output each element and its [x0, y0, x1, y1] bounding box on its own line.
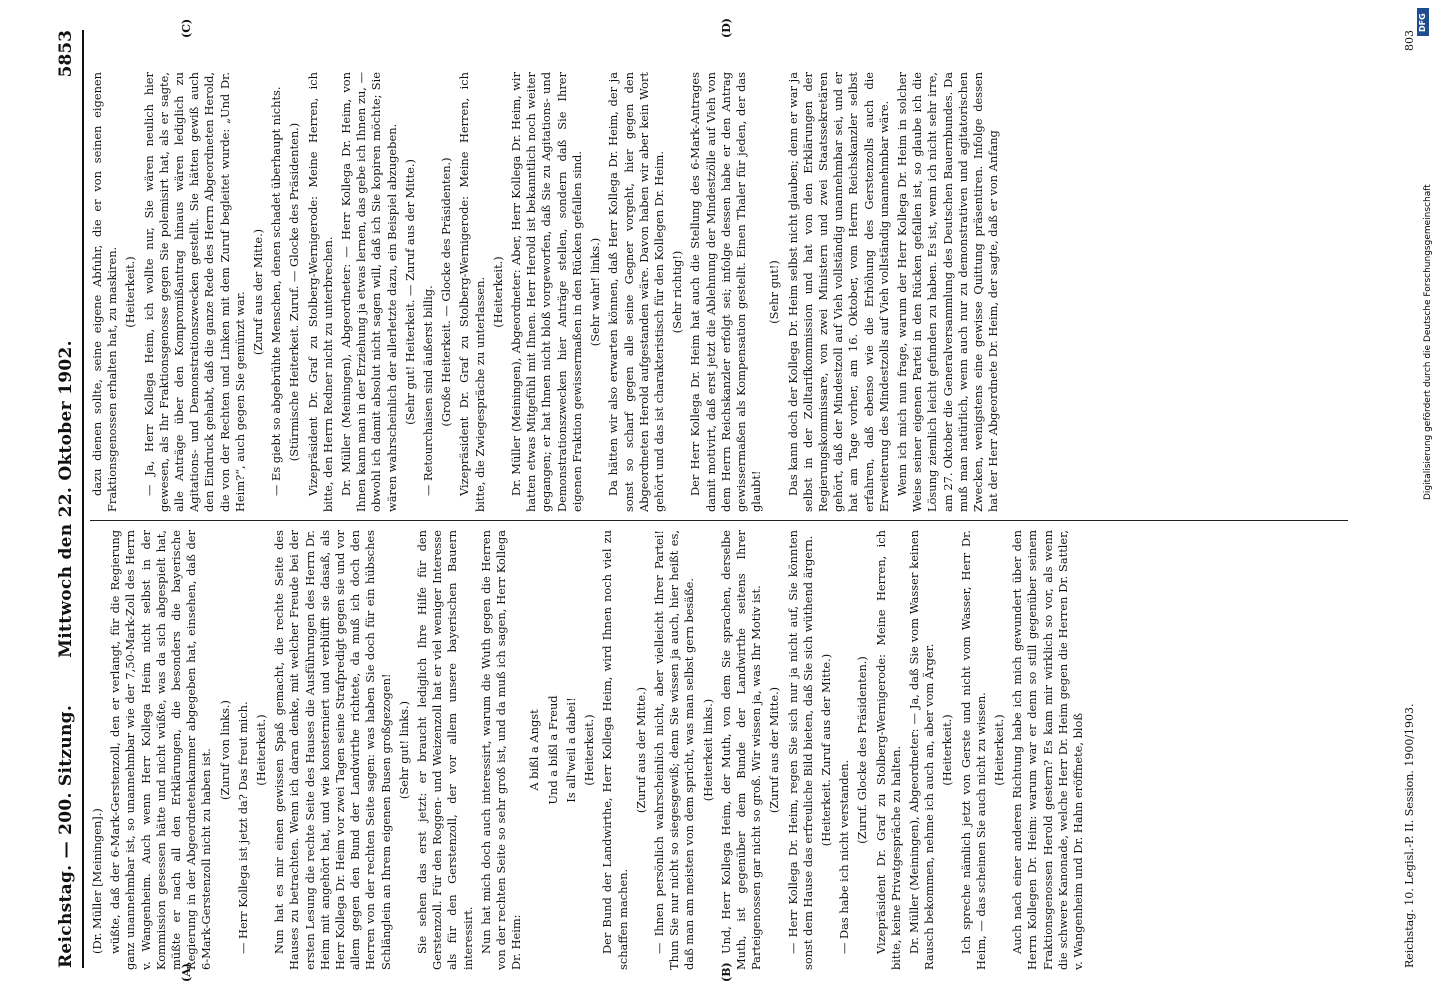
- paragraph: Nun hat mich doch auch interessirt, warum die Wuth gegen die Herren von der rechten Seite so sehr groß ist, und da muß ich sagen, Herr Kollega Dr. Heim:: [478, 530, 524, 970]
- paragraph: Der Bund der Landwirthe, Herr Kollega Heim, wird Ihnen noch viel zu schaffen machen.: [600, 530, 630, 970]
- paragraph: — Herr Kollega Dr. Heim, regen Sie sich nur ja nicht auf, Sie könnten sonst dem Hause das erfreuliche Bild bieten, daß Sie sich wüthend ärgern.: [785, 530, 815, 970]
- paragraph: Dr. Müller (Meiningen), Abgeordneter: Aber, Herr Kollega Dr. Heim, wir hatten etwas Mitgefühl mit Ihnen. Herr Herold ist bekanntlich noch weiter gegangen; er hat Ihnen nicht bloß vorgeworfen, daß Sie zu Agitations- und Demonstrationszwecken hier Anträge stellen, sondern daß Sie Ihrer eigenen Fraktion gewissermaßen in den Rücken gefallen sind.: [509, 72, 584, 512]
- stage-direction: (Sehr richtig!): [670, 250, 685, 334]
- paragraph: dazu dienen sollte, seine eigene Abfuhr, die er von seinen eigenen Fraktionsgenossen erhalten hat, zu maskiren.: [90, 72, 120, 512]
- right-column: [90, 72, 1408, 512]
- paragraph: Vizepräsident Dr. Graf zu Stolberg-Wernigerode: Meine Herren, ich bitte, keine Privatgespräche zu halten.: [873, 530, 903, 970]
- dfg-logo-text: DFG: [1418, 13, 1427, 32]
- stage-direction: (Zuruf von links.): [217, 700, 232, 800]
- stage-direction: (Heiterkeit.): [123, 256, 138, 328]
- margin-marker-c: (C): [180, 18, 193, 38]
- paragraph: Dr. Müller (Meiningen), Abgeordneter: — Ja, daß Sie vom Wasser keinen Rausch bekommen, nehme ich auch an, aber vom Ärger.: [906, 530, 937, 970]
- stage-direction: (Große Heiterkeit. — Glocke des Präsidenten.): [439, 157, 454, 427]
- header-date: Mittwoch den 22. Oktober 1902.: [56, 340, 76, 658]
- margin-marker-b: (B): [720, 962, 733, 982]
- stage-direction: (Sehr wahr! links.): [588, 237, 603, 347]
- paragraph: (Dr. Müller [Meiningen].): [90, 808, 104, 954]
- paragraph: Da hätten wir also erwarten können, daß Herr Kollega Dr. Heim, der ja sonst so scharf gegen alle seine Gegner vorgeht, hier gegen den Abgeordneten Herold aufgestanden wäre. Davon haben wir aber kein Wort gehört und das ist charakteristisch für den Kollegen Dr. Heim.: [606, 72, 666, 512]
- paragraph: Wenn ich mich nun frage, warum der Herr Kollega Dr. Heim in solcher Weise seiner eigenen Partei in den Rücken gefallen ist, so glaube ich die Lösung ziemlich leicht gefunden zu haben. Es ist, wenn ich nicht sehr irre, am 27. Oktober die Generalversammlung des Deutschen Bauernbundes. Da muß man natürlich, wenn auch nur zu demonstrativen und agitatorischen Zwecken, wenigstens eine gewisse Quittung präsentiren. Infolge dessen hat der Herr Abgeordnete Dr. Heim, der sagte, daß er von Anfang: [894, 72, 1001, 512]
- paragraph: — Das habe ich nicht verstanden.: [837, 759, 852, 954]
- paragraph: Nun hat es mir einen gewissen Spaß gemacht, die rechte Seite des Hauses zu betrachten. Wenn ich daran denke, mit welcher Freude bei der ersten Lesung die rechte Seite des Hauses die Ausführungen des Herrn Dr. Heim mit angehört hat, und wie konsterniert und verblüfft sie dasaß, als Herr Kollega Dr. Heim vor zwei Tagen seine Strafpredigt gegen sie und vor allem gegen den Bund der Landwirthe richtete, da muß ich doch den Herren von der rechten Seite sagen: was haben Sie doch für ein hübsches Schlänglein an Ihrem eigenen Busen großgezogen!: [272, 530, 393, 970]
- stage-direction: (Heiterkeit. Zuruf aus der Mitte.): [818, 653, 833, 847]
- header-left: Reichstag. — 200. Sitzung.: [56, 704, 76, 968]
- stage-direction: (Zuruf aus der Mitte.): [633, 686, 648, 814]
- paragraph: Ich spreche nämlich jetzt von Gerste und nicht vom Wasser, Herr Dr. Heim, — das scheinen Sie auch nicht zu wissen.: [958, 530, 988, 970]
- stage-direction: A bißl a Angst: [527, 709, 542, 791]
- stage-direction: Is all'weil a dabei!: [563, 697, 578, 803]
- text-columns: [90, 30, 1408, 970]
- margin-marker-d: (D): [720, 18, 733, 38]
- dfg-logo: [1417, 8, 1429, 36]
- stage-direction: (Sehr gut! Heiterkeit. — Zuruf aus der Mitte.): [402, 159, 417, 425]
- paragraph: Und, Herr Kollega Heim, der Muth, von dem Sie sprachen, derselbe Muth, ist gegenüber dem Bunde der Landwirthe seitens Ihrer Parteigenossen gar nicht so groß. Wir wissen ja, was Ihr Motiv ist.: [718, 530, 764, 970]
- stage-direction: (Heiterkeit.): [490, 256, 505, 328]
- paragraph: Dr. Müller (Meiningen), Abgeordneter: — Herr Kollega Dr. Heim, von Ihnen kann man in der Erziehung ja etwas lernen, das gebe ich Ihnen zu, — obwohl ich damit absolut nicht sagen will, daß ich Sie kopiren möchte; Sie wären wahrscheinlich der allerletzte dazu, ein Beispiel abzugeben.: [339, 72, 399, 512]
- margin-marker-a: (A): [180, 963, 193, 982]
- footer-session: Reichstag. 10. Legisl.-P. II. Session. 1900/1903.: [1403, 703, 1416, 968]
- stage-direction: (Heiterkeit links.): [700, 698, 715, 802]
- stage-direction: (Heiterkeit.): [582, 714, 597, 786]
- stage-direction: (Heiterkeit.): [940, 714, 955, 786]
- paragraph: Der Herr Kollega Dr. Heim hat auch die Stellung des 6-Mark-Antrages damit motivirt, daß erst jetzt die Ablehnung der Mindestzölle auf Vieh von dem Herrn Reichskanzler erfolgt sei; infolge dessen habe er den Antrag gewissermaßen als Kompensation gestellt. Einen Thaler für jeden, der das glaubt!: [688, 72, 764, 512]
- paragraph: — Retourchaisen sind äußerst billig.: [421, 285, 436, 496]
- page-number: 5853: [56, 30, 76, 78]
- stage-direction: (Zuruf aus der Mitte.): [251, 228, 266, 356]
- paragraph: — Ja, Herr Kollega Heim, ich wollte nur, Sie wären neulich hier gewesen, als Ihr Fraktionsgenosse gegen Sie polemisirt hat, als er sagte, alle Anträge über den Kompromißantrag hinaus wären lediglich zu Agitations- und Demonstrationszwecken gestellt. Sie hätten gewiß auch den Eindruck gehabt, daß die ganze Rede des Herrn Abgeordneten Herold, die von der Rechten und Linken mit dem Zuruf begleitet wurde: „Und Dr. Heim?“, auch gegen Sie gemünzt war.: [141, 72, 247, 512]
- page-footer: [1403, 30, 1416, 968]
- paragraph: — Ihnen persönlich wahrscheinlich nicht, aber vielleicht Ihrer Partei! Thun Sie nur nicht so siegesgewiß; denn Sie wissen ja auch, hier heißt es, daß man am meisten von dem spricht, was man selbst gern besäße.: [651, 530, 697, 970]
- stage-direction: (Sehr gut!): [767, 260, 782, 324]
- paragraph: Sie sehen das erst jetzt: er braucht lediglich Ihre Hilfe für den Gerstenzoll. Für den Roggen- und Weizenzoll hat er viel weniger Interesse als für den Gerstenzoll, der vor allem unsere bayerischen Bauern interessirt.: [415, 530, 475, 970]
- sheet-number: 803: [1403, 30, 1416, 51]
- paragraph: Auch nach einer anderen Richtung habe ich mich gewundert über den Herrn Kollegen Dr. Heim: warum war er denn so still gegenüber seinem Fraktionsgenossen Herold gestern? Es kam mir wirklich so vor, als wenn die schwere Kanonade, welche Herr Dr. Heim gegen die Herren Dr. Sattler, v. Wangenheim und Dr. Hahn eröffnete, bloß: [1010, 530, 1085, 970]
- paragraph: wüßte, daß der 6-Mark-Gerstenzoll, den er verlangt, für die Regierung ganz unannehmbar ist, so unannehmbar wie der 7,50-Mark-Zoll des Herrn v. Wangenheim. Auch wenn Herr Kollega Heim nicht selbst in der Kommission gesessen hätte und nicht wüßte, was da sich abgespielt hat, müßte er nach all den Erklärungen, die besonders die bayerische Regierung in der Abgeordnetenkammer abgegeben hat, einsehen, daß der 6-Mark-Gerstenzoll nicht zu haben ist.: [108, 530, 214, 970]
- paragraph: Das kann doch der Kollega Dr. Heim selbst nicht glauben; denn er war ja selbst in der Zolltarifkommission und hat von den Erklärungen der Regierungskommissare, von zwei Ministern und zwei Staatssekretären gehört, daß der Mindestzoll auf Vieh vollständig unannehmbar sei, und er hat am Tage vorher, am 16. Oktober, vom Herrn Reichskanzler selbst erfahren, daß ebenso wie die Erhöhung des Gerstenzolls auch die Erweiterung des Mindestzolls auf Vieh vollständig unannehmbar wäre.: [785, 72, 891, 512]
- column-divider: [90, 520, 1348, 521]
- paragraph: Vizepräsident Dr. Graf zu Stolberg-Wernigerode: Meine Herren, ich bitte, den Herrn Redner nicht zu unterbrechen.: [305, 72, 335, 512]
- digitization-credit: Digitalisierung gefördert durch die Deutsche Forschungsgemeinschaft: [1423, 184, 1433, 500]
- stage-direction: Und a bißl a Freud: [545, 695, 560, 805]
- left-column: [90, 530, 1408, 970]
- stage-direction: (Heiterkeit.): [991, 714, 1006, 786]
- page-header: [38, 30, 84, 968]
- paragraph: — Herr Kollega ist jetzt da? Das freut mich.: [235, 701, 250, 954]
- stage-direction: (Sehr gut! links.): [396, 700, 411, 800]
- stage-direction: (Stürmische Heiterkeit. Zuruf. — Glocke des Präsidenten.): [287, 122, 302, 462]
- paragraph: — Es giebt so abgebrühte Menschen, denen schadet überhaupt nichts.: [269, 86, 284, 496]
- stage-direction: (Heiterkeit.): [254, 714, 269, 786]
- stage-direction: (Zuruf. Glocke des Präsidenten.): [855, 656, 870, 844]
- stage-direction: (Zuruf aus der Mitte.): [767, 686, 782, 814]
- rotated-newspaper-sheet: [20, 20, 1420, 980]
- paragraph: Vizepräsident Dr. Graf zu Stolberg-Wernigerode: Meine Herren, ich bitte, die Zwiegespräche zu unterlassen.: [457, 72, 487, 512]
